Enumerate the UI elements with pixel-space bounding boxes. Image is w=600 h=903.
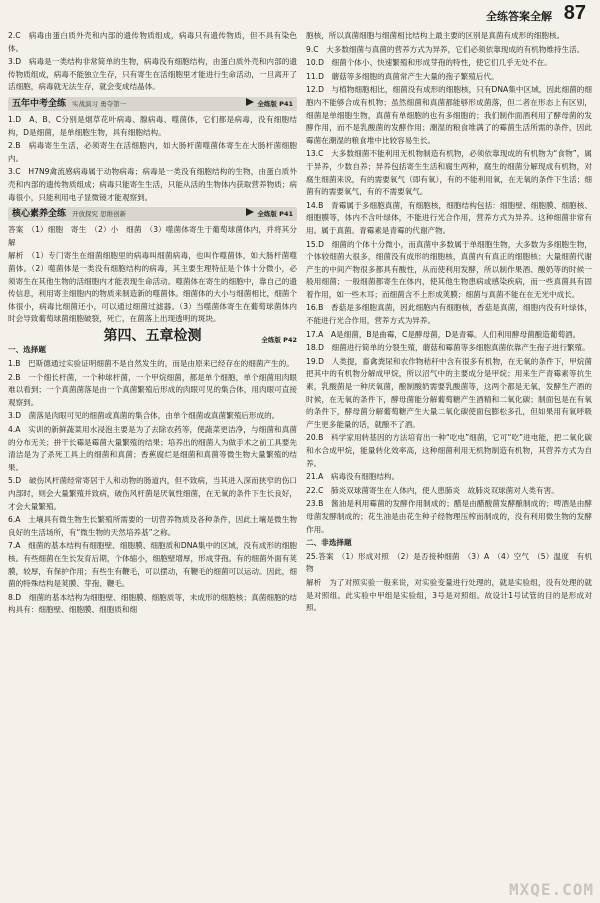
answer-paragraph: 21.A 病毒没有细胞结构。 xyxy=(306,472,400,482)
answer-paragraph: 15.D 细菌的个体十分微小，而真菌中多数属于单细胞生物，大多数为多细胞生物，个体较细菌大很多，细菌没有成形的细胞核，真菌内有真正的细胞核；大量细菌代谢产生的中间产物很多都具有酸性，从而使利用发酵，所以制作果酒、酸奶等的时候一般用细菌；一般细菌都寄生在体内，使其他生物患病或感染疾病，而一些真菌具有固着作用，如一些木耳；而细菌含不上形成荚膜；细菌与真菌不能在在无光中成长。 xyxy=(306,239,592,299)
left-column xyxy=(8,30,297,618)
answer-paragraph: 1.D A、B、C分别是烟草花叶病毒、腺病毒、噬菌体，它们都是病毒，没有细胞结构，D是细菌，是单细胞生物，具有细胞结构。 xyxy=(8,114,297,137)
section-reference: 全练版 P42 xyxy=(261,335,297,344)
band-subtitle: 开放探究 思维创新 xyxy=(72,209,127,218)
band-title: 核心素养全练 xyxy=(12,208,67,219)
subsection-heading: 二、非选择题 xyxy=(306,538,352,548)
answer-paragraph: 1.B 巴斯德通过实验证明细菌不是自然发生的，而是由原来已经存在的细菌产生的。 xyxy=(8,359,294,369)
answer-paragraph: 3.D 菌落是肉眼可见的细菌或真菌的集合体，由单个细菌或真菌繁殖后形成的。 xyxy=(8,411,280,421)
answer-paragraph: 4.A 实训的新鲜蔬菜用水浸泡主要是为了去除农药等，使蔬菜更洁净，与细菌和真菌的分布无关；拼干长霉是霉菌大量繁殖的结果；培养出的细菌人为做手术之前工具要先清洁是为了杀死工具上的细菌和真菌；香蕉腐烂是细菌和真菌等微生物大量繁殖的结果。 xyxy=(8,425,297,472)
explanation-paragraph: 解析 （1）专门寄生在细菌细胞里的病毒叫细菌病毒，也叫作噬菌体，如大肠杆菌噬菌体。（2）噬菌体是一类没有细胞结构的病毒，其主要生理特征是个体十分微小，必须寄生在其他生物的活细胞内才能表现生命活动。噬菌体在寄生的细胞中，靠自己的遗传信息，利用寄主细胞内的物质来制造新的噬菌体。细菌体的大小与细菌相比，细菌个体很小，病毒比细菌还小，可以通过细菌过滤器。（3）当噬菌体寄生在葡萄球菌体内时会导致葡萄球菌细胞破裂，死亡，在菌落上出现透明的斑块。 xyxy=(8,251,297,324)
answer-paragraph: 胞核，所以真菌细胞与细菌相比结构上最主要的区别是真菌有成形的细胞核。 xyxy=(306,31,565,40)
page-number: 87 xyxy=(563,2,586,24)
answer-paragraph: 8.D 细菌的基本结构为细胞壁、细胞膜、细胞质等，未成形的细胞核；真菌细胞的结构具有：细胞壁、细胞膜、细胞质和细 xyxy=(8,592,297,615)
section-title: 第四、五章检测 全练版 P42 xyxy=(8,330,297,343)
answer-paragraph: 答案 （1）细胞 寄生 （2）小 细菌 （3）噬菌体寄生于葡萄球菌体内，并将其分解 xyxy=(8,225,297,247)
answer-paragraph: 10.D 细菌个体小、快速繁殖和形成芽孢的特性，使它们几乎无处不在。 xyxy=(306,58,552,68)
band-reference: 全练版 P41 xyxy=(246,208,293,221)
answer-paragraph: 17.A A是细菌，B是曲霉，C是酵母菌，D是青霉。人们利用酵母菌酿造葡萄酒。 xyxy=(306,329,581,339)
answer-paragraph: 9.C 大多数细菌与真菌的营养方式为异养，它们必须依靠现成的有机物维持生活。 xyxy=(306,44,585,54)
explanation-paragraph: 解析 为了对照实验一般来说，对实验变量进行处理的，就是实验组，没有处理的就是对照组。此实验中甲组是实验组，3号是对照组。故设计1号试管的目的是形成对照。 xyxy=(306,577,592,613)
answer-paragraph: 3.D 病毒是一类结构非常简单的生物，病毒没有细胞结构，由蛋白质外壳和内部的遗传物质组成，病毒不能独立生存，只有寄生在活细胞里才能进行生命活动，一旦离开了活细胞，病毒就无法生存，就会变成结晶体。 xyxy=(8,57,297,92)
answer-paragraph: 2.B 病毒寄生生活，必须寄生在活细胞内，如大肠杆菌噬菌体寄生在大肠杆菌细胞内。 xyxy=(8,141,297,163)
flag-icon xyxy=(246,98,254,106)
answer-paragraph: 16.B 香菇是多细胞真菌，因此细胞内有细胞核，香菇是真菌，细胞内没有叶绿体，不能进行光合作用，营养方式为异养。 xyxy=(306,303,592,326)
answer-paragraph: 18.D 细菌进行简单的分裂生殖，蘑菇和霉菌等多细胞真菌依靠产生孢子进行繁殖。 xyxy=(306,343,590,353)
answer-paragraph: 5.D 破伤风杆菌经常寄居于人和动物的肠道内，但不致病，当其进入深而狭窄的伤口内部时，则会大量繁殖并致病，破伤风杆菌是厌氧性细菌，在无氧的条件下生长良好，才会大量繁殖。 xyxy=(8,476,297,511)
section-band-core xyxy=(8,207,297,221)
answer-paragraph: 2.B 一个细长杆菌，一个种球杆菌，一个甲烷细菌，都是单个细胞，单个细菌用肉眼难以看到；一个真菌菌落是由一个真菌繁殖后形成的肉眼可见的集合体，用肉眼可直接观察到。 xyxy=(8,372,297,407)
answer-paragraph: 20.B 科学家用转基因的方法培育出一种“吃电”细菌，它可“吃”进电能，把二氧化碳和水合成甲烷，能量转化效率高，这种细菌利用无机物制造有机物，其营养方式为自养。 xyxy=(306,433,592,468)
section-band-exam xyxy=(8,97,297,111)
band-reference: 全练版 P41 xyxy=(246,98,293,111)
subsection-heading: 一、选择题 xyxy=(8,345,46,355)
header-title: 全练答案全解 xyxy=(486,10,552,23)
answer-paragraph: 14.B 青霉属于多细胞真菌，有细胞核，细胞结构包括：细胞壁、细胞膜、细胞核、细胞膜等，体内不含叶绿体，不能进行光合作用，营养方式为异养。这种细菌非常有用。属于真菌。青霉素是青霉的代谢产物。 xyxy=(306,200,592,235)
answer-paragraph: 25.答案 （1）形成对照 （2）是否接种细菌 （3）A （4）空气 （5）温度 有机物 xyxy=(306,551,592,574)
answer-paragraph: 11.D 蘑菇等多细胞的真菌常产生大量的孢子繁殖后代。 xyxy=(306,71,499,81)
answer-paragraph: 23.B 酱油是利用霉菌的发酵作用制成的；醋是由醋酸菌发酵酿制成的；啤酒是由酵母菌发酵制成的；花生油是由花生种子经物理压榨而制成的，没有利用微生物的发酵作用。 xyxy=(306,499,592,534)
answer-paragraph: 7.A 细菌的基本结构有细胞壁、细胞膜、细胞质和DNA集中的区域，没有成形的细胞核。有些细菌在生长发育后期，个体缩小，细胞壁增厚，形成芽孢。有的细菌外面有荚膜，较厚，有保护作用；有些生有鞭毛，可以摆动，有鞭毛的细菌可以运动。因此，细菌的特殊结构是荚膜、芽孢、鞭毛。 xyxy=(8,541,297,589)
answer-paragraph: 19.D 人类提，畜禽粪尿和农作物秸秆中含有很多有机物，在无氧的条件下，甲烷菌把其中的有机物分解成甲烷，所以沼气中的主要成分是甲烷；用来生产青霉素等抗生素，乳酸菌是一种厌氧菌，酿制酸奶需要乳酸菌等，这两个都是无氧，发酵生产酒的时候，在无氧的条件下，酵母菌能分解葡萄糖产生酒精和二氧化碳；制面包是在有氧的条件下，酵母菌分解葡萄糖产生大量二氧化碳使面包膨松多孔，但如果用有氧呼吸产生更多能量的话，就酿不了酒。 xyxy=(306,356,592,429)
right-column xyxy=(306,30,592,616)
answer-paragraph: 2.C 病毒由蛋白质外壳和内部的遗传物质组成，病毒只有遗传物质，但不具有染色体。 xyxy=(8,31,297,53)
page-header xyxy=(0,0,600,26)
answer-paragraph: 12.D 与植物细胞相比，细菌没有成形的细胞核，只有DNA集中区域，因此细菌的细胞内不能够合成有机物；虽然细菌和真菌都能够形成菌落，但二者在形态上有区别，细菌是单细胞生物，真菌有单细胞的也有多细胞的；我们制作面酒利用了酵母菌的发酵作用，而不是乳酸菌的发酵作用；潮湿的粮食堆满了的霉菌生活所需的条件，因此霉菌在潮湿的粮食堆中比较容易生长。 xyxy=(306,85,592,145)
answer-paragraph: 13.C 大多数细菌不能利用无机物制造有机物，必须依靠现成的有机物为“食物”，属于异养，少数自养；异养包括寄生生活和腐生两种，腐生的细菌分解现成有机物，对腐生细菌来说，有的需要氧气（即有氧），有的不能利用氧，在无氧的条件下生活；细菌有的需要氧气，有的不需要氧气。 xyxy=(306,149,592,197)
site-watermark: MXQE.COM xyxy=(508,880,594,899)
band-subtitle: 实战演习 勇夺第一 xyxy=(72,99,127,108)
flag-icon xyxy=(246,208,254,216)
answer-paragraph: 22.C 肺炎双球菌寄生在人体内，使人患肺炎 故肺炎双球菌对人类有害。 xyxy=(306,485,559,495)
band-title: 五年中考全练 xyxy=(12,98,67,109)
answer-paragraph: 3.C H7N9禽流感病毒属于动物病毒；病毒是一类没有细胞结构的生物，由蛋白质外壳和内部的遗传物质组成；病毒只能寄生生活，只能从活的生物体内获取营养物质；病毒很小，只能利用电子显微镜才能观察到。 xyxy=(8,167,297,202)
answer-paragraph: 6.A 土壤具有微生物生长繁殖所需要的一切营养物质及各种条件，因此土壤是微生物良好的生活场所，有“微生物的天然培养基”之称。 xyxy=(8,515,297,537)
